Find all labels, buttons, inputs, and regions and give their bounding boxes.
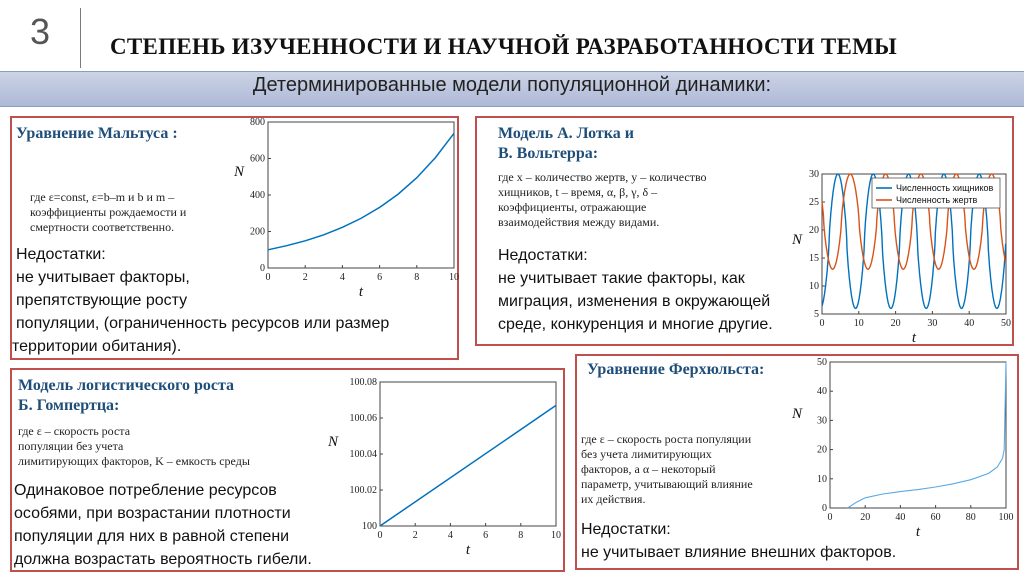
x-tick-label: 2	[302, 272, 308, 283]
y-tick-label: 30	[817, 415, 827, 427]
x-tick-label: 6	[483, 530, 489, 541]
drawbacks-heading: Недостатки:	[498, 247, 588, 264]
y-tick-label: 100.04	[349, 449, 377, 460]
y-axis-label: N	[792, 406, 803, 422]
x-tick-label: 2	[412, 530, 418, 541]
x-tick-label: 80	[965, 512, 976, 523]
y-tick-label: 800	[250, 117, 265, 128]
legend-entry: Численность хищников	[896, 183, 994, 193]
page-subtitle: Детерминированные модели популяционной динамики:	[252, 74, 772, 96]
x-tick-label: 100	[998, 512, 1014, 523]
y-axis-label: N	[792, 232, 803, 248]
x-axis-label: t	[358, 284, 364, 298]
drawbacks-line: популяции, (ограниченность ресурсов или размер	[16, 315, 390, 332]
y-tick-label: 50	[817, 357, 827, 368]
x-tick-label: 6	[377, 272, 383, 283]
text-line: особями, при возрастании плотности	[14, 505, 291, 522]
y-tick-label: 100	[362, 521, 377, 532]
drawbacks-line: территории обитания).	[12, 338, 182, 355]
x-axis-label: t	[911, 330, 917, 344]
x-tick-label: 50	[1001, 318, 1011, 329]
y-tick-label: 100.08	[349, 377, 377, 388]
y-tick-label: 10	[817, 473, 827, 485]
y-tick-label: 0	[822, 503, 827, 514]
verhulst-description	[581, 432, 753, 507]
desc-line: где ε – скорость роста популяции	[581, 432, 752, 446]
y-tick-label: 25	[809, 197, 819, 208]
x-tick-label: 8	[518, 530, 524, 541]
verhulst-heading: Уравнение Ферхюльста:	[587, 361, 765, 378]
verhulst-chart	[786, 356, 1018, 538]
gompertz-chart	[324, 372, 564, 562]
malthus-heading: Уравнение Мальтуса :	[16, 125, 178, 142]
x-tick-label: 0	[377, 530, 383, 541]
x-tick-label: 4	[447, 530, 453, 541]
lotka-volterra-heading	[498, 124, 634, 164]
x-tick-label: 30	[927, 318, 938, 329]
y-tick-label: 100.02	[349, 485, 377, 496]
y-axis-label: N	[234, 164, 245, 180]
plot-area	[268, 122, 454, 268]
x-tick-label: 0	[265, 272, 271, 283]
heading-line: Модель логистического роста	[18, 377, 235, 394]
y-tick-label: 20	[817, 444, 827, 456]
drawbacks-heading: Недостатки:	[16, 246, 106, 263]
plot-area	[380, 382, 556, 526]
y-tick-label: 100.06	[349, 413, 377, 424]
plot-area	[830, 362, 1006, 508]
x-axis-label: t	[465, 542, 471, 558]
desc-line: взаимодействия между видами.	[498, 215, 660, 229]
desc-line: факторов, а α – некоторый	[581, 462, 716, 476]
text-line: должна возрастать вероятность гибели.	[14, 551, 312, 568]
y-tick-label: 400	[250, 190, 265, 201]
legend-entry: Численность жертв	[896, 195, 978, 205]
heading-line: Модель А. Лотка и	[498, 125, 634, 142]
desc-line: популяции без учета	[18, 439, 124, 453]
drawbacks-line: не учитывает влияние внешних факторов.	[581, 544, 897, 561]
x-tick-label: 10	[853, 318, 864, 329]
desc-line: где x – количество жертв, y – количество	[498, 170, 707, 184]
y-tick-label: 5	[814, 309, 819, 320]
desc-line: где ε=const, ε=b–m и b и m –	[30, 190, 175, 204]
lotka-volterra-chart	[782, 168, 1018, 344]
gompertz-description	[18, 424, 250, 469]
x-tick-label: 0	[827, 512, 833, 523]
y-axis-label: N	[328, 434, 339, 450]
heading-line: В. Вольтерра:	[498, 145, 599, 162]
desc-line: без учета лимитирующих	[581, 447, 712, 461]
desc-line: коэффициенты рождаемости и	[30, 205, 187, 219]
desc-line: лимитирующих факторов, K – емкость среды	[18, 454, 250, 468]
x-tick-label: 20	[860, 512, 871, 523]
malthus-description	[30, 190, 186, 235]
malthus-chart	[228, 114, 460, 298]
y-tick-label: 200	[250, 226, 265, 238]
y-tick-label: 20	[809, 225, 819, 236]
y-tick-label: 30	[809, 169, 819, 180]
x-tick-label: 40	[895, 512, 906, 523]
gompertz-heading	[18, 376, 234, 416]
x-tick-label: 10	[449, 272, 459, 283]
drawbacks-line: не учитывает такие факторы, как	[498, 270, 745, 287]
x-tick-label: 8	[414, 272, 420, 283]
slide-number: 3	[30, 11, 51, 52]
y-tick-label: 0	[260, 263, 265, 274]
drawbacks-line: препятствующие росту	[16, 292, 188, 309]
x-tick-label: 20	[890, 318, 901, 329]
y-tick-label: 600	[250, 153, 265, 165]
heading-line: Б. Гомпертца:	[18, 397, 120, 414]
y-tick-label: 15	[809, 253, 819, 264]
desc-line: коэффициенты, отражающие	[498, 200, 647, 214]
x-tick-label: 4	[339, 272, 345, 283]
x-tick-label: 10	[551, 530, 561, 541]
drawbacks-line: не учитывает факторы,	[16, 269, 190, 286]
desc-line: их действия.	[581, 492, 646, 506]
page-title: СТЕПЕНЬ ИЗУЧЕННОСТИ И НАУЧНОЙ РАЗРАБОТАННОСТИ ТЕМЫ	[110, 34, 898, 59]
drawbacks-line: среде, конкуренция и многие другие.	[498, 316, 773, 333]
desc-line: параметр, учитывающий влияние	[581, 477, 753, 491]
text-line: Одинаковое потребление ресурсов	[14, 482, 277, 499]
header-divider	[80, 8, 81, 68]
desc-line: смертности соответственно.	[30, 220, 175, 234]
x-tick-label: 0	[819, 318, 825, 329]
gompertz-text	[14, 479, 312, 571]
x-axis-label: t	[915, 524, 921, 538]
y-tick-label: 40	[817, 386, 827, 398]
text-line: популяции для них в равной степени	[14, 528, 290, 545]
lotka-volterra-drawbacks	[498, 244, 773, 336]
drawbacks-line: миграция, изменения в окружающей	[498, 293, 771, 310]
y-tick-label: 10	[809, 281, 819, 292]
x-tick-label: 40	[964, 318, 975, 329]
drawbacks-heading: Недостатки:	[581, 521, 671, 538]
lotka-volterra-description	[498, 170, 707, 230]
desc-line: хищников, t – время, α, β, γ, δ –	[498, 185, 658, 199]
desc-line: где ε – скорость роста	[18, 424, 131, 438]
x-tick-label: 60	[930, 512, 941, 523]
